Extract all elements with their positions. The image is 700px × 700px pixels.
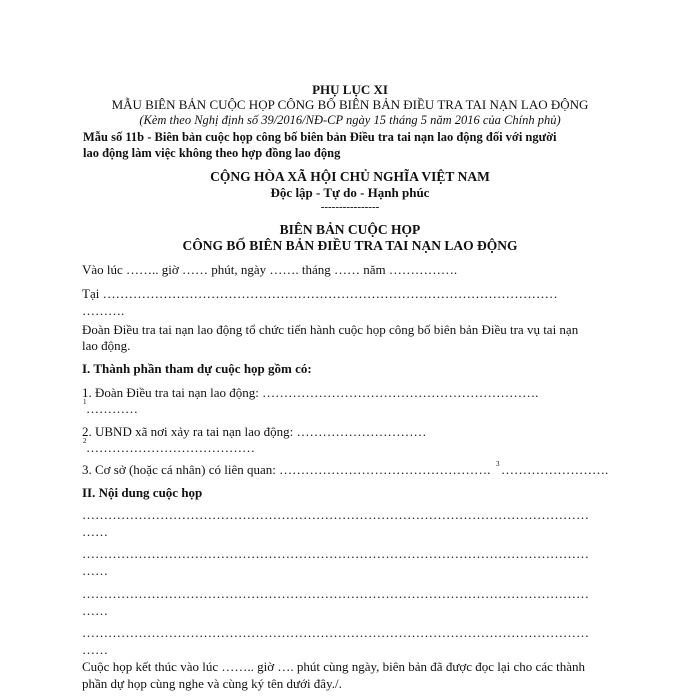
national-slogan: Độc lập - Tự do - Hạnh phúc xyxy=(270,185,430,200)
content-line: ……………………………………………………………………………………………………… xyxy=(82,546,589,561)
motto-divider: ---------------- xyxy=(320,201,380,213)
attendee-item-1: 1. Đoàn Điều tra tai nạn lao động: ………………………………………………………. xyxy=(82,385,539,400)
intro-line-2: lao động. xyxy=(82,338,131,353)
footnote-marker-1: 1 xyxy=(83,398,87,406)
form-title: MẪU BIÊN BẢN CUỘC HỌP CÔNG BỐ BIÊN BẢN ĐIỀU TRA TAI NẠN LAO ĐỘNG xyxy=(111,97,589,112)
country-name: CỘNG HÒA XÃ HỘI CHỦ NGHĨA VIỆT NAM xyxy=(210,169,490,184)
attendee-item-3: 3. Cơ sở (hoặc cá nhân) có liên quan: …………………………………………. xyxy=(82,462,491,477)
form-number-line-1: Mẫu số 11b - Biên bản cuộc họp công bố biên bản Điều tra tai nạn lao động đối với người xyxy=(83,130,557,144)
attendee-item-1-continuation: ………… xyxy=(86,401,138,416)
section-2-title: II. Nội dung cuộc họp xyxy=(82,485,203,500)
meeting-place-continuation: ………. xyxy=(82,303,125,318)
intro-line-1: Đoàn Điều tra tai nạn lao động tổ chức tiến hành cuộc họp công bố biên bản Điều tra vụ tai nạn xyxy=(82,322,579,337)
content-line: …… xyxy=(82,524,108,539)
footnote-marker-2: 2 xyxy=(83,437,87,445)
decree-note: (Kèm theo Nghị định số 39/2016/NĐ-CP ngày 15 tháng 5 năm 2016 của Chính phủ) xyxy=(139,113,561,127)
closing-line-2: phần dự họp cùng nghe và cùng ký tên dưới đây./. xyxy=(82,676,342,691)
document-title-line-1: BIÊN BẢN CUỘC HỌP xyxy=(279,222,421,237)
content-line: …… xyxy=(82,642,108,657)
content-line: …… xyxy=(82,603,108,618)
content-line: …… xyxy=(82,563,108,578)
closing-line-1: Cuộc họp kết thúc vào lúc …….. giờ …. phút cùng ngày, biên bản đã được đọc lại cho các thành xyxy=(82,659,585,674)
content-line: ……………………………………………………………………………………………………… xyxy=(82,507,589,522)
document-title-line-2: CÔNG BỐ BIÊN BẢN ĐIỀU TRA TAI NẠN LAO ĐỘNG xyxy=(182,238,518,253)
meeting-place-line: Tại …………………………………………………………………………………………… xyxy=(82,286,558,301)
content-line: ……………………………………………………………………………………………………… xyxy=(82,586,589,601)
meeting-time-line: Vào lúc …….. giờ …… phút, ngày ……. tháng …… năm ……………. xyxy=(82,262,458,277)
section-1-title: I. Thành phần tham dự cuộc họp gồm có: xyxy=(82,361,312,376)
attendee-item-2: 2. UBND xã nơi xảy ra tai nạn lao động: ………………………… xyxy=(82,424,427,439)
attendee-item-2-continuation: ………………………………… xyxy=(86,440,255,455)
appendix-title: PHỤ LỤC XI xyxy=(312,82,388,97)
form-number-line-2: lao động làm việc không theo hợp đồng lao động xyxy=(83,146,341,160)
attendee-item-3-continuation: ……………………. xyxy=(501,462,609,477)
content-line: ……………………………………………………………………………………………………… xyxy=(82,625,589,640)
footnote-marker-3: 3 xyxy=(496,460,500,468)
